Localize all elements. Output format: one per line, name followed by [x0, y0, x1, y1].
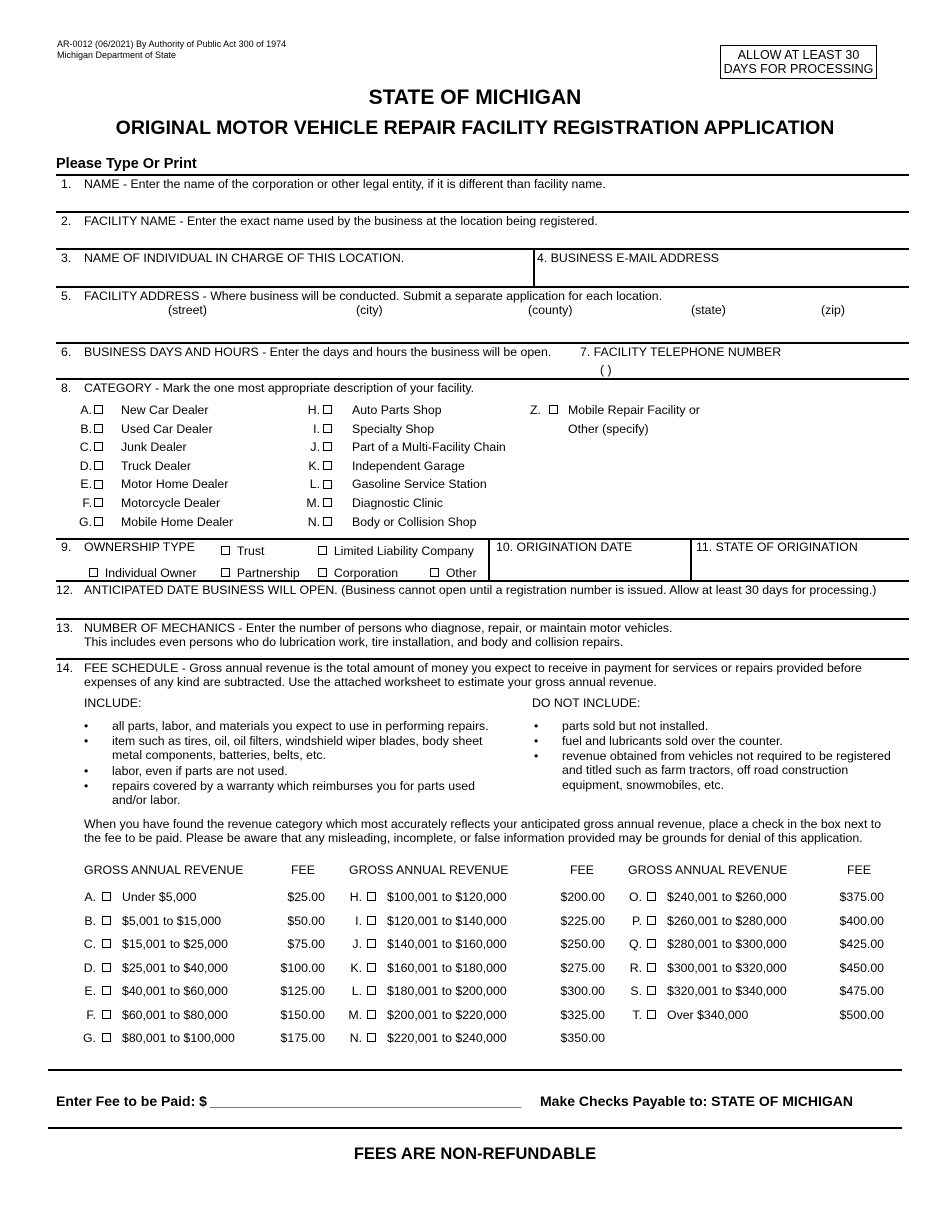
fee-revenue-range: $280,001 to $300,000	[667, 937, 787, 951]
cat1-label: Motor Home Dealer	[121, 477, 229, 492]
rule-12	[56, 580, 909, 582]
fee-revenue-range: $120,001 to $140,000	[387, 913, 507, 928]
fee-instructions-line1: When you have found the revenue category which most accurately reflects your anticipated gross annual revenue, place a check in the box next to	[84, 817, 882, 831]
fee-amount: $175.00	[280, 1031, 325, 1045]
fee-checkbox[interactable]	[102, 1031, 111, 1045]
fee-revenue-range: $15,001 to $25,000	[122, 937, 228, 951]
cat1-checkbox[interactable]	[94, 403, 103, 417]
exclude-item-2: fuel and lubricants sold over the counter.	[562, 734, 783, 748]
other-checkbox[interactable]	[430, 568, 439, 577]
rule-6	[56, 342, 909, 344]
fee-col2-revenue-header: GROSS ANNUAL REVENUE	[349, 863, 509, 877]
rule-3	[56, 248, 909, 250]
field-2-label: FACILITY NAME - Enter the exact name used by the business at the location being registered.	[84, 214, 598, 228]
address-county-caption: (county)	[528, 303, 573, 317]
field-14-label: FEE SCHEDULE - Gross annual revenue is the total amount of money you expect to receive in payment for services or repairs provided before	[84, 661, 862, 675]
footer-rule-top	[48, 1069, 902, 1071]
field-9-label: OWNERSHIP TYPE	[84, 540, 195, 554]
include-bullet-1: •	[84, 719, 89, 733]
fee-revenue-range: $220,001 to $240,000	[387, 1031, 507, 1045]
fee-instructions-line2: the fee to be paid. Please be aware that any misleading, incomplete, or false information provided may be grounds for denial of this application.	[84, 831, 863, 845]
fee-checkbox[interactable]	[647, 914, 656, 928]
fee-letter: S.	[630, 984, 642, 998]
fee-checkbox[interactable]	[102, 914, 111, 928]
ownership-llc[interactable]	[318, 544, 474, 558]
ownership-corporation-label: Corporation	[333, 566, 399, 580]
field-10-label: 10. ORIGINATION DATE	[496, 540, 633, 554]
fee-revenue-range: $100,001 to $120,000	[387, 890, 507, 904]
fee-letter: Q.	[629, 937, 642, 951]
field-6-input[interactable]	[84, 360, 564, 377]
cat1-letter: A.	[80, 403, 92, 417]
cat2-label: Body or Collision Shop	[352, 514, 477, 529]
include-item-2: item such as tires, oil, oil filters, windshield wiper blades, body sheet	[112, 734, 483, 748]
fee-revenue-range: $140,001 to $160,000	[387, 937, 507, 951]
fee-letter: C.	[83, 937, 96, 951]
category-z-label-2: Other (specify)	[568, 422, 649, 436]
ownership-llc-label: Limited Liability Company	[333, 544, 474, 558]
field-2-input[interactable]	[84, 229, 904, 247]
fee-letter: D.	[83, 960, 96, 975]
fee-revenue-range: $60,001 to $80,000	[122, 1007, 228, 1022]
fee-amount: $300.00	[560, 984, 605, 998]
cat2-letter: K.	[308, 458, 320, 473]
form-id: AR-0012 (06/2021) By Authority of Public Act 300 of 1974	[57, 39, 287, 49]
field-3-number: 3.	[61, 251, 72, 265]
fee-checkbox[interactable]	[102, 937, 111, 951]
fee-amount: $125.00	[280, 984, 325, 998]
form-title: ORIGINAL MOTOR VEHICLE REPAIR FACILITY REGISTRATION APPLICATION	[115, 117, 835, 139]
rule-14	[56, 658, 909, 660]
fee-letter: N.	[349, 1031, 362, 1045]
partnership-checkbox[interactable]	[221, 568, 230, 577]
fee-revenue-range: Over $340,000	[667, 1007, 749, 1022]
cat1-label: Truck Dealer	[121, 458, 191, 473]
fee-letter: H.	[349, 890, 362, 904]
exclude-heading: DO NOT INCLUDE:	[532, 696, 641, 710]
field-10-input[interactable]	[494, 556, 686, 578]
cat2-checkbox[interactable]	[323, 403, 332, 417]
cat2-letter: N.	[307, 514, 320, 529]
fee-col2-fee-header: FEE	[570, 863, 594, 877]
cat1-letter: F.	[82, 496, 92, 510]
field-4-input[interactable]	[540, 266, 905, 284]
exclude-item-3b: and titled such as farm tractors, off road construction	[562, 763, 849, 777]
non-refundable-notice: FEES ARE NON-REFUNDABLE	[353, 1145, 597, 1163]
field-8-number: 8.	[61, 381, 72, 395]
fee-revenue-range: $160,001 to $180,000	[387, 960, 507, 975]
fee-letter: T.	[632, 1007, 642, 1022]
field-12-number: 12.	[56, 583, 74, 597]
fee-letter: M.	[348, 1007, 362, 1022]
ownership-partnership-label: Partnership	[236, 566, 300, 580]
phone-area-code[interactable]: ( )	[600, 363, 612, 377]
field-3-label: NAME OF INDIVIDUAL IN CHARGE OF THIS LOCATION.	[84, 251, 405, 265]
fee-col1-fee-header: FEE	[291, 863, 315, 877]
rule-2	[56, 211, 909, 213]
ownership-other-label: Other	[445, 566, 477, 580]
field-12-label: ANTICIPATED DATE BUSINESS WILL OPEN. (Business cannot open until a registration number is issued. Allow at least 30 days for processing.)	[84, 583, 877, 597]
include-bullet-4: •	[84, 779, 89, 793]
category-z-letter: Z.	[530, 403, 541, 417]
field-11-label: 11. STATE OF ORIGINATION	[696, 540, 858, 554]
divider-10-11	[690, 539, 692, 580]
page-title: STATE OF MICHIGAN	[368, 86, 582, 109]
fee-checkbox[interactable]	[102, 961, 111, 975]
checks-payable-text: Make Checks Payable to: STATE OF MICHIGAN	[540, 1093, 853, 1109]
fee-letter: R.	[629, 960, 642, 975]
include-item-4: repairs covered by a warranty which reimburses you for parts used	[112, 779, 475, 793]
field-13-label-2: This includes even persons who do lubrication work, tire installation, and body and collision repairs.	[84, 635, 624, 649]
department-name: Michigan Department of State	[57, 50, 177, 60]
cat1-letter: G.	[79, 514, 92, 529]
fee-checkbox[interactable]	[102, 984, 111, 998]
fee-col3-revenue-header: GROSS ANNUAL REVENUE	[628, 863, 788, 877]
include-heading: INCLUDE:	[84, 696, 142, 710]
fee-revenue-range: $200,001 to $220,000	[387, 1007, 507, 1022]
cat2-checkbox[interactable]	[323, 422, 332, 436]
include-item-2b: metal components, batteries, belts, etc.	[112, 748, 326, 762]
cat2-letter: J.	[310, 440, 320, 455]
fee-checkbox[interactable]	[647, 1008, 656, 1022]
include-item-3: labor, even if parts are not used.	[112, 764, 288, 778]
field-3-input[interactable]	[84, 266, 524, 284]
fee-revenue-range: $300,001 to $320,000	[667, 960, 787, 975]
type-or-print-instruction: Please Type Or Print	[56, 156, 197, 172]
address-zip-caption: (zip)	[821, 303, 845, 317]
cat1-label: Junk Dealer	[121, 440, 187, 455]
field-5-label: FACILITY ADDRESS - Where business will be conducted. Submit a separate application for each location.	[84, 289, 663, 303]
fee-letter: J.	[352, 937, 362, 951]
field-4-label: 4. BUSINESS E-MAIL ADDRESS	[537, 251, 720, 265]
category-z-label: Mobile Repair Facility or	[568, 403, 700, 417]
cat2-checkbox[interactable]	[323, 459, 332, 473]
fee-amount: $250.00	[560, 937, 605, 951]
ownership-trust-label: Trust	[236, 544, 265, 558]
cat1-label: Mobile Home Dealer	[121, 514, 234, 529]
field-12-input[interactable]	[84, 598, 904, 616]
fee-amount: $150.00	[280, 1007, 325, 1022]
field-13-number: 13.	[56, 621, 74, 635]
field-7-label: 7. FACILITY TELEPHONE NUMBER	[580, 345, 782, 359]
fee-checkbox[interactable]	[367, 937, 376, 951]
cat1-checkbox[interactable]	[94, 496, 103, 510]
fee-letter: I.	[355, 913, 362, 928]
ownership-corporation[interactable]	[318, 566, 398, 580]
cat1-letter: C.	[79, 440, 92, 455]
fee-letter: A.	[84, 890, 96, 904]
fee-amount: $375.00	[839, 890, 884, 904]
fee-checkbox[interactable]	[647, 984, 656, 998]
field-14-label-2: expenses of any kind are subtracted. Use the attached worksheet to estimate your gross annual revenue.	[84, 675, 657, 689]
cat2-checkbox[interactable]	[323, 440, 332, 454]
processing-notice-box	[720, 45, 877, 79]
field-11-input[interactable]	[696, 556, 904, 578]
include-item-1: all parts, labor, and materials you expect to use in performing repairs.	[112, 719, 489, 733]
include-bullet-2: •	[84, 734, 89, 748]
fee-amount: $75.00	[287, 937, 325, 951]
fee-checkbox[interactable]	[102, 1008, 111, 1022]
ownership-individual[interactable]	[89, 566, 196, 580]
fee-revenue-range: $320,001 to $340,000	[667, 984, 787, 998]
exclude-bullet-1: •	[534, 719, 539, 733]
field-5-number: 5.	[61, 289, 72, 303]
fee-checkbox[interactable]	[367, 1031, 376, 1045]
rule-13	[56, 618, 909, 620]
cat1-label: Used Car Dealer	[121, 421, 213, 436]
fee-amount: $450.00	[839, 960, 884, 975]
field-8-label: CATEGORY - Mark the one most appropriate description of your facility.	[84, 381, 475, 395]
fee-checkbox[interactable]	[367, 914, 376, 928]
fee-letter: O.	[629, 890, 642, 904]
cat1-letter: E.	[80, 477, 92, 492]
divider-3-4	[533, 249, 535, 286]
fee-checkbox[interactable]	[367, 890, 376, 904]
fee-col1-revenue-header: GROSS ANNUAL REVENUE	[84, 863, 244, 877]
field-14-number: 14.	[56, 661, 74, 675]
cat2-label: Auto Parts Shop	[352, 403, 442, 417]
fee-amount: $100.00	[280, 960, 325, 975]
fee-letter: F.	[86, 1007, 96, 1022]
cat2-checkbox[interactable]	[323, 477, 332, 491]
field-13-label: NUMBER OF MECHANICS - Enter the number of persons who diagnose, repair, or maintain motor vehicles.	[84, 621, 673, 635]
enter-fee-input[interactable]: ________________________________________	[210, 1093, 522, 1109]
divider-9-10	[488, 539, 490, 580]
include-item-4b: and/or labor.	[112, 793, 181, 807]
individual-checkbox[interactable]	[89, 568, 98, 577]
fee-letter: L.	[351, 984, 362, 998]
fee-checkbox[interactable]	[647, 937, 656, 951]
cat1-label: New Car Dealer	[121, 403, 209, 417]
fee-amount: $225.00	[560, 913, 605, 928]
fee-amount: $325.00	[560, 1007, 605, 1022]
cat1-checkbox[interactable]	[94, 515, 103, 529]
corporation-checkbox[interactable]	[318, 568, 327, 577]
enter-fee-label: Enter Fee to be Paid: $	[56, 1093, 207, 1109]
exclude-bullet-2: •	[534, 734, 539, 748]
llc-checkbox[interactable]	[318, 546, 327, 555]
footer-rule-bottom	[48, 1127, 902, 1129]
cat1-checkbox[interactable]	[94, 440, 103, 454]
fee-amount: $350.00	[560, 1031, 605, 1045]
cat2-checkbox[interactable]	[323, 515, 332, 529]
rule-1	[56, 174, 909, 176]
fee-revenue-range: $25,001 to $40,000	[122, 960, 228, 975]
cat1-checkbox[interactable]	[94, 422, 103, 436]
cat2-letter: L.	[309, 477, 320, 492]
ownership-individual-label: Individual Owner	[104, 566, 197, 580]
cat2-checkbox[interactable]	[323, 496, 332, 510]
cat2-label: Independent Garage	[352, 458, 465, 473]
cat2-letter: I.	[313, 421, 320, 436]
trust-checkbox[interactable]	[221, 546, 230, 555]
cat1-label: Motorcycle Dealer	[121, 496, 221, 510]
address-city-caption: (city)	[356, 303, 383, 317]
address-state-caption: (state)	[691, 303, 726, 317]
rule-8	[56, 378, 909, 380]
rule-5	[56, 286, 909, 288]
fee-checkbox[interactable]	[367, 961, 376, 975]
field-6-label: BUSINESS DAYS AND HOURS - Enter the days and hours the business will be open.	[84, 345, 552, 359]
fee-amount: $50.00	[287, 913, 325, 928]
fee-checkbox[interactable]	[102, 890, 111, 904]
ownership-other[interactable]	[430, 566, 477, 580]
fee-revenue-range: Under $5,000	[122, 890, 197, 904]
fee-revenue-range: $180,001 to $200,000	[387, 984, 507, 998]
fee-letter: K.	[350, 960, 362, 975]
processing-notice-line1: ALLOW AT LEAST 30	[737, 48, 860, 62]
fee-revenue-range: $40,001 to $60,000	[122, 984, 228, 998]
fee-revenue-range: $5,001 to $15,000	[122, 913, 222, 928]
category-z-checkbox[interactable]	[549, 403, 558, 417]
cat2-label: Part of a Multi-Facility Chain	[352, 440, 506, 455]
fee-letter: E.	[84, 984, 96, 998]
cat1-checkbox[interactable]	[94, 477, 103, 491]
exclude-item-3c: equipment, snowmobiles, etc.	[562, 778, 724, 792]
cat2-letter: H.	[307, 403, 320, 417]
cat1-letter: B.	[80, 421, 92, 436]
fee-letter: G.	[83, 1031, 96, 1045]
cat2-label: Diagnostic Clinic	[352, 496, 443, 510]
field-1-number: 1.	[61, 177, 72, 191]
fee-amount: $500.00	[839, 1007, 884, 1022]
exclude-bullet-3: •	[534, 749, 539, 763]
fee-letter: B.	[84, 913, 96, 928]
processing-notice-line2: DAYS FOR PROCESSING	[723, 62, 874, 76]
fee-checkbox[interactable]	[647, 961, 656, 975]
field-5-input[interactable]	[84, 318, 904, 340]
fee-amount: $25.00	[287, 890, 325, 904]
cat1-checkbox[interactable]	[94, 459, 103, 473]
field-6-number: 6.	[61, 345, 72, 359]
fee-amount: $275.00	[560, 960, 605, 975]
fee-revenue-range: $240,001 to $260,000	[667, 890, 787, 904]
field-1-input[interactable]	[84, 192, 904, 210]
fee-amount: $200.00	[560, 890, 605, 904]
field-1-label: NAME - Enter the name of the corporation or other legal entity, if it is different than facility name.	[84, 177, 606, 191]
field-2-number: 2.	[61, 214, 72, 228]
exclude-item-3: revenue obtained from vehicles not required to be registered	[562, 749, 891, 763]
ownership-trust[interactable]	[221, 544, 264, 558]
cat2-label: Gasoline Service Station	[352, 477, 487, 492]
fee-revenue-range: $80,001 to $100,000	[122, 1031, 235, 1045]
fee-checkbox[interactable]	[367, 984, 376, 998]
include-bullet-3: •	[84, 764, 89, 778]
address-street-caption: (street)	[168, 303, 207, 317]
exclude-item-1: parts sold but not installed.	[562, 719, 709, 733]
fee-revenue-range: $260,001 to $280,000	[667, 913, 787, 928]
fee-checkbox[interactable]	[367, 1008, 376, 1022]
field-9-number: 9.	[61, 540, 72, 554]
fee-amount: $425.00	[839, 937, 884, 951]
ownership-partnership[interactable]	[221, 566, 300, 580]
cat1-letter: D.	[79, 458, 92, 473]
fee-col3-fee-header: FEE	[847, 863, 871, 877]
fee-amount: $475.00	[839, 984, 884, 998]
fee-checkbox[interactable]	[647, 890, 656, 904]
fee-letter: P.	[631, 913, 642, 928]
cat2-label: Specialty Shop	[352, 421, 435, 436]
cat2-letter: M.	[306, 496, 320, 510]
fee-amount: $400.00	[839, 913, 884, 928]
